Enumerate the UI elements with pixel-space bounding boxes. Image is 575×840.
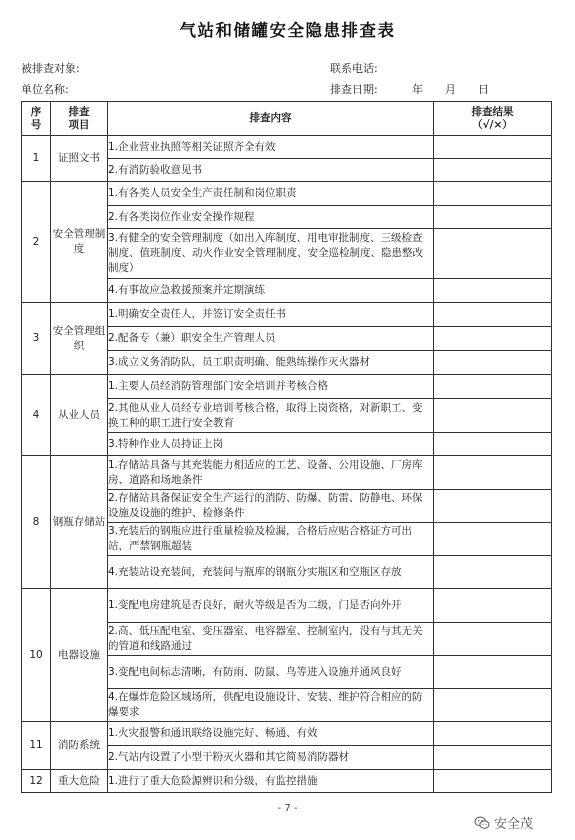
- section-number: 8: [22, 456, 51, 589]
- header-content: 排查内容: [108, 102, 434, 136]
- result-cell[interactable]: [434, 229, 552, 279]
- table-header-row: [22, 102, 552, 136]
- section-item: 电器设施: [51, 589, 108, 722]
- result-cell[interactable]: [434, 327, 552, 351]
- inspected-object-label: 被排查对象:: [21, 62, 80, 75]
- check-content: 1.进行了重大危险源辨识和分级，有监控措施: [108, 770, 434, 793]
- phone-label: 联系电话:: [330, 62, 378, 75]
- check-content: 2.存储站具备保证安全生产运行的消防、防爆、防雷、防静电、环保设施及设施的维护、检修条件: [108, 490, 434, 523]
- table-row: [22, 375, 552, 399]
- inspection-date-label: 排查日期:: [330, 83, 378, 96]
- date-month: 月: [445, 83, 456, 96]
- section-number: 4: [22, 375, 51, 456]
- check-content: 2.有消防验收意见书: [108, 159, 434, 182]
- result-cell[interactable]: [434, 656, 552, 689]
- result-cell[interactable]: [434, 399, 552, 433]
- table-row: [22, 182, 552, 206]
- result-cell[interactable]: [434, 136, 552, 159]
- table-row: [22, 136, 552, 159]
- result-cell[interactable]: [434, 589, 552, 623]
- section-item: 证照文书: [51, 136, 108, 182]
- check-content: 4.充装站设充装间，充装间与瓶库的钢瓶分实瓶区和空瓶区存放: [108, 556, 434, 589]
- section-number: 1: [22, 136, 51, 182]
- check-content: 3.有健全的安全管理制度（如出入库制度、用电审批制度、三级检查制度、值班制度、动火作业安全管理制度、安全巡检制度、隐患整改制度）: [108, 229, 434, 279]
- section-item: 安全管理制度: [51, 182, 108, 303]
- check-content: 1.火灾报警和通讯联络设施完好、畅通、有效: [108, 722, 434, 746]
- result-cell[interactable]: [434, 351, 552, 375]
- section-number: 3: [22, 303, 51, 375]
- section-item: 钢瓶存储站: [51, 456, 108, 589]
- document-title: 气站和储罐安全隐患排查表: [179, 21, 396, 40]
- unit-name-label: 单位名称:: [21, 83, 69, 96]
- result-cell[interactable]: [434, 182, 552, 206]
- check-content: 1.存储站具备与其充装能力相适应的工艺、设备、公用设施、厂房库房、道路和场地条件: [108, 456, 434, 490]
- watermark-text: 安全茂: [494, 817, 534, 832]
- result-cell[interactable]: [434, 456, 552, 490]
- result-cell[interactable]: [434, 623, 552, 656]
- result-cell[interactable]: [434, 770, 552, 793]
- section-number: 10: [22, 589, 51, 722]
- result-cell[interactable]: [434, 279, 552, 303]
- date-day: 日: [478, 83, 489, 96]
- check-content: 1.变配电房建筑是否良好，耐火等级是否为二级，门是否向外开: [108, 589, 434, 623]
- result-cell[interactable]: [434, 746, 552, 770]
- check-content: 1.有各类人员安全生产责任制和岗位职责: [108, 182, 434, 206]
- header-result: 排查结果 （√/×）: [434, 102, 552, 136]
- check-content: 1.企业营业执照等相关证照齐全有效: [108, 136, 434, 159]
- check-content: 2.配备专（兼）职安全生产管理人员: [108, 327, 434, 351]
- table-row: [22, 589, 552, 623]
- check-content: 3.成立义务消防队，员工职责明确、能熟练操作灭火器材: [108, 351, 434, 375]
- watermark: [474, 813, 533, 832]
- section-number: 12: [22, 770, 51, 793]
- check-content: 4.在爆炸危险区域场所，供配电设施设计、安装、维护符合相应的防爆要求: [108, 689, 434, 722]
- check-content: 3.特种作业人员持证上岗: [108, 433, 434, 456]
- section-item: 重大危险: [51, 770, 108, 793]
- check-content: 1.明确安全责任人，并签订安全责任书: [108, 303, 434, 327]
- result-cell[interactable]: [434, 206, 552, 229]
- check-content: 3.充装后的钢瓶应进行重量检验及检漏，合格后应贴合格证方可出站，严禁钢瓶超装: [108, 523, 434, 556]
- page-number: - 7 -: [277, 803, 298, 814]
- inspection-table: [21, 101, 552, 793]
- check-content: 2.有各类岗位作业安全操作规程: [108, 206, 434, 229]
- check-content: 2.高、低压配电室、变压器室、电容器室、控制室内，没有与其无关的管道和线路通过: [108, 623, 434, 656]
- section-number: 11: [22, 722, 51, 770]
- wechat-icon: [474, 815, 490, 831]
- result-cell[interactable]: [434, 689, 552, 722]
- section-item: 安全管理组织: [51, 303, 108, 375]
- check-content: 4.有事故应急救援预案并定期演练: [108, 279, 434, 303]
- date-year: 年: [412, 83, 423, 96]
- section-number: 2: [22, 182, 51, 303]
- result-cell[interactable]: [434, 303, 552, 327]
- result-cell[interactable]: [434, 523, 552, 556]
- section-item: 消防系统: [51, 722, 108, 770]
- check-content: 3.变配电间标志清晰，有防雨、防鼠、鸟等进入设施并通风良好: [108, 656, 434, 689]
- check-content: 2.其他从业人员经专业培训考核合格，取得上岗资格，对新职工、变换工种的职工进行安全教育: [108, 399, 434, 433]
- result-cell[interactable]: [434, 433, 552, 456]
- result-cell[interactable]: [434, 159, 552, 182]
- result-cell[interactable]: [434, 375, 552, 399]
- section-item: 从业人员: [51, 375, 108, 456]
- header-item: 排查 项目: [51, 102, 108, 136]
- result-cell[interactable]: [434, 556, 552, 589]
- table-row: [22, 722, 552, 746]
- check-content: 1.主要人员经消防管理部门安全培训并考核合格: [108, 375, 434, 399]
- table-row: [22, 770, 552, 793]
- table-row: [22, 456, 552, 490]
- table-row: [22, 303, 552, 327]
- result-cell[interactable]: [434, 490, 552, 523]
- check-content: 2.气站内设置了小型干粉灭火器和其它简易消防器材: [108, 746, 434, 770]
- header-no: 序 号: [22, 102, 51, 136]
- result-cell[interactable]: [434, 722, 552, 746]
